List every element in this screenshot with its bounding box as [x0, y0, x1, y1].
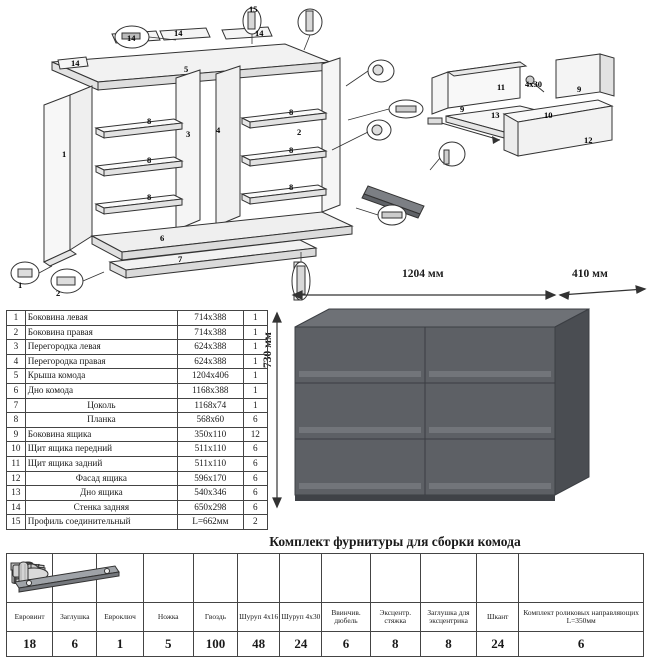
part-dimensions: L=662мм [178, 515, 244, 530]
svg-text:8: 8 [289, 182, 294, 192]
svg-text:15: 15 [249, 4, 258, 14]
part-dimensions: 350х110 [178, 427, 244, 442]
part-dimensions: 511х110 [178, 456, 244, 471]
part-dimensions: 714х388 [178, 311, 244, 326]
part-number: 8 [7, 413, 26, 428]
hardware-kit-title: Комплект фурнитуры для сборки комода [269, 534, 521, 549]
svg-text:6: 6 [160, 233, 165, 243]
table-row [7, 500, 268, 515]
hardware-count: 1 [97, 632, 143, 657]
part-quantity: 1 [243, 340, 267, 355]
part-name: Профиль соединительный [25, 515, 177, 530]
hardware-label: Заглушка [53, 603, 97, 632]
table-row [7, 311, 268, 326]
svg-text:12: 12 [584, 135, 593, 145]
hardware-label: Гвоздь [193, 603, 237, 632]
svg-text:14: 14 [255, 28, 264, 38]
part-dimensions: 596х170 [178, 471, 244, 486]
wood-dowel-icon [477, 554, 519, 603]
part-dimensions: 624х388 [178, 354, 244, 369]
part-number: 2 [7, 325, 26, 340]
part-quantity: 6 [243, 500, 267, 515]
hardware-count: 18 [7, 632, 53, 657]
part-quantity: 6 [243, 486, 267, 501]
hardware-count: 24 [477, 632, 519, 657]
part-number: 6 [7, 383, 26, 398]
part-dimensions: 624х388 [178, 340, 244, 355]
part-name: Крыша комода [25, 369, 177, 384]
part-name: Боковина ящика [25, 427, 177, 442]
part-name: Щит ящика задний [25, 456, 177, 471]
furniture-leg-icon [143, 554, 193, 603]
svg-text:2: 2 [297, 127, 302, 137]
part-quantity: 6 [243, 456, 267, 471]
svg-text:8: 8 [147, 116, 152, 126]
part-dimensions: 714х388 [178, 325, 244, 340]
table-row [7, 456, 268, 471]
part-number: 5 [7, 369, 26, 384]
part-quantity: 6 [243, 471, 267, 486]
hardware-label: Ввинчив. дюбель [322, 603, 370, 632]
svg-text:8: 8 [147, 192, 152, 202]
chest-width-label: 1204 мм [402, 268, 444, 280]
chest-height-label: 730 мм [262, 332, 274, 368]
part-quantity: 1 [243, 383, 267, 398]
part-dimensions: 511х110 [178, 442, 244, 457]
svg-text:8: 8 [289, 107, 294, 117]
part-dimensions: 1204х406 [178, 369, 244, 384]
svg-text:7: 7 [178, 254, 183, 264]
hardware-label: Заглушка для эксцентрика [420, 603, 476, 632]
svg-text:8: 8 [147, 155, 152, 165]
hardware-count: 24 [280, 632, 322, 657]
svg-text:9: 9 [460, 104, 465, 114]
svg-text:9: 9 [577, 84, 582, 94]
part-number: 13 [7, 486, 26, 501]
part-quantity: 1 [243, 369, 267, 384]
hardware-count: 5 [143, 632, 193, 657]
table-row [7, 383, 268, 398]
screw-in-dowel-icon [322, 554, 370, 603]
part-quantity: 12 [243, 427, 267, 442]
svg-text:1: 1 [18, 280, 23, 290]
part-name: Планка [25, 413, 177, 428]
cam-lock-icon [370, 554, 420, 603]
screw-4x30-icon [280, 554, 322, 603]
table-row [7, 515, 268, 530]
hardware-label: Комплект роликовых направляющих L=350мм [519, 603, 644, 632]
table-row [7, 413, 268, 428]
table-row [7, 471, 268, 486]
hardware-count: 6 [53, 632, 97, 657]
part-name: Стенка задняя [25, 500, 177, 515]
hardware-label: Шуруп 4х16 [238, 603, 280, 632]
part-number: 9 [7, 427, 26, 442]
hardware-label: Евроключ [97, 603, 143, 632]
part-dimensions: 650х298 [178, 500, 244, 515]
screw-4x16-icon [238, 554, 280, 603]
hardware-label: Шуруп 4х30 [280, 603, 322, 632]
part-dimensions: 540х346 [178, 486, 244, 501]
part-name: Перегородка левая [25, 340, 177, 355]
hardware-kit-table [6, 553, 644, 657]
part-quantity: 1 [243, 354, 267, 369]
part-number: 1 [7, 311, 26, 326]
table-row [7, 325, 268, 340]
part-number: 15 [7, 515, 26, 530]
part-dimensions: 1168х74 [178, 398, 244, 413]
part-name: Боковина левая [25, 311, 177, 326]
svg-text:2: 2 [56, 288, 61, 298]
part-number: 12 [7, 471, 26, 486]
part-number: 7 [7, 398, 26, 413]
svg-text:11: 11 [497, 82, 506, 92]
chest-3d-view [255, 265, 650, 535]
parts-list-table [6, 310, 268, 530]
part-quantity: 6 [243, 413, 267, 428]
part-number: 11 [7, 456, 26, 471]
exploded-diagram [0, 0, 650, 310]
part-number: 10 [7, 442, 26, 457]
part-name: Дно комода [25, 383, 177, 398]
part-name: Фасад ящика [25, 471, 177, 486]
nail-icon [193, 554, 237, 603]
svg-text:8: 8 [289, 145, 294, 155]
table-row [7, 354, 268, 369]
hardware-count: 8 [370, 632, 420, 657]
part-dimensions: 568х60 [178, 413, 244, 428]
hardware-count: 6 [322, 632, 370, 657]
svg-text:4: 4 [216, 125, 221, 135]
part-quantity: 1 [243, 398, 267, 413]
svg-text:5: 5 [184, 64, 189, 74]
hardware-count: 8 [420, 632, 476, 657]
part-name: Дно ящика [25, 486, 177, 501]
drawer-slide-set-icon [519, 554, 644, 603]
svg-text:14: 14 [127, 33, 136, 43]
hardware-label: Ножка [143, 603, 193, 632]
hardware-label: Евровинт [7, 603, 53, 632]
hardware-label: Шкант [477, 603, 519, 632]
cam-cover-icon [420, 554, 476, 603]
part-dimensions: 1168х388 [178, 383, 244, 398]
table-row [7, 369, 268, 384]
part-number: 4 [7, 354, 26, 369]
part-name: Цоколь [25, 398, 177, 413]
hardware-count: 48 [238, 632, 280, 657]
svg-text:1: 1 [62, 149, 67, 159]
svg-text:14: 14 [174, 28, 183, 38]
table-row [7, 427, 268, 442]
svg-text:4х30: 4х30 [525, 79, 542, 89]
svg-text:14: 14 [71, 58, 80, 68]
svg-text:13: 13 [491, 110, 500, 120]
part-name: Боковина правая [25, 325, 177, 340]
chest-depth-label: 410 мм [572, 268, 608, 280]
part-number: 14 [7, 500, 26, 515]
part-name: Щит ящика передний [25, 442, 177, 457]
svg-text:3: 3 [186, 129, 191, 139]
svg-text:10: 10 [544, 110, 553, 120]
hardware-label: Эксцентр. стяжка [370, 603, 420, 632]
part-number: 3 [7, 340, 26, 355]
table-row [7, 398, 268, 413]
table-row [7, 442, 268, 457]
hardware-count: 6 [519, 632, 644, 657]
part-quantity: 1 [243, 325, 267, 340]
hardware-icons-row [7, 554, 644, 603]
part-quantity: 6 [243, 442, 267, 457]
table-row [7, 486, 268, 501]
table-row [7, 340, 268, 355]
hardware-count: 100 [193, 632, 237, 657]
part-name: Перегородка правая [25, 354, 177, 369]
part-quantity: 1 [243, 311, 267, 326]
part-quantity: 2 [243, 515, 267, 530]
